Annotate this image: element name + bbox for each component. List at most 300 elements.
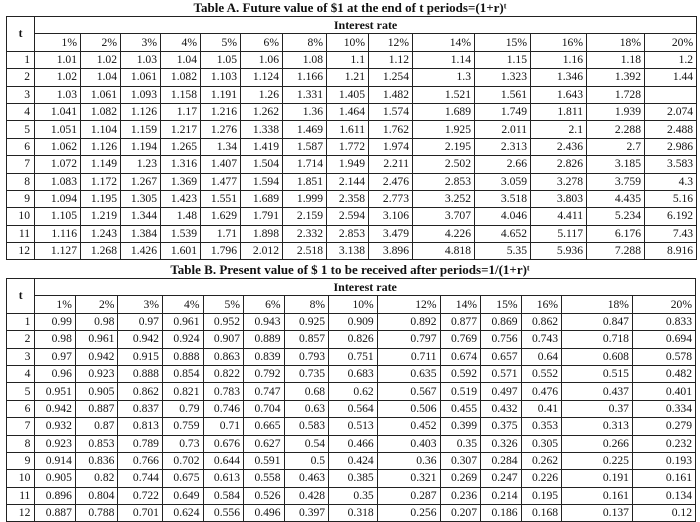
value-cell: 0.401 <box>632 383 695 400</box>
period-cell: 5 <box>7 121 35 138</box>
value-cell: 0.905 <box>35 470 76 487</box>
value-cell: 0.747 <box>244 383 285 400</box>
value-cell: 6.176 <box>587 225 645 242</box>
value-cell: 0.375 <box>481 418 522 435</box>
t-header: t <box>7 279 35 314</box>
future-value-table <box>6 16 697 260</box>
value-cell: 0.41 <box>521 400 562 417</box>
value-cell: 1.36 <box>283 103 327 120</box>
value-cell: 0.424 <box>329 452 378 469</box>
value-cell: 0.657 <box>481 348 522 365</box>
table-row <box>7 313 696 330</box>
table-row <box>7 51 697 68</box>
period-cell: 3 <box>7 348 35 365</box>
value-cell: 0.62 <box>329 383 378 400</box>
period-cell: 3 <box>7 86 35 103</box>
rate-header-cell: 1% <box>35 34 81 51</box>
value-cell: 0.909 <box>329 313 378 330</box>
value-cell: 0.305 <box>521 435 562 452</box>
value-cell: 0.463 <box>284 470 329 487</box>
value-cell: 0.702 <box>162 452 203 469</box>
value-cell: 1.18 <box>587 51 645 68</box>
value-cell: 0.923 <box>35 435 76 452</box>
value-cell: 0.862 <box>118 383 163 400</box>
value-cell: 0.943 <box>244 313 285 330</box>
rate-header-cell: 12% <box>377 296 440 313</box>
value-cell: 0.924 <box>162 331 203 348</box>
value-cell: 1.21 <box>327 69 369 86</box>
value-cell: 3.759 <box>587 173 645 190</box>
table-row <box>7 487 696 504</box>
period-cell: 8 <box>7 173 35 190</box>
rate-header-cell: 2% <box>75 296 118 313</box>
period-cell: 7 <box>7 418 35 435</box>
value-cell: 4.226 <box>413 225 475 242</box>
value-cell: 0.556 <box>203 505 244 522</box>
value-cell: 0.98 <box>75 313 118 330</box>
value-cell: 1.594 <box>241 173 283 190</box>
value-cell: 1.03 <box>35 86 81 103</box>
value-cell: 1.477 <box>201 173 241 190</box>
value-cell: 8.916 <box>645 243 697 260</box>
value-cell: 0.519 <box>440 383 481 400</box>
value-cell: 0.951 <box>35 383 76 400</box>
value-cell: 0.888 <box>162 348 203 365</box>
value-cell: 1.126 <box>81 138 121 155</box>
value-cell: 0.915 <box>118 348 163 365</box>
value-cell: 2.074 <box>645 103 697 120</box>
value-cell: 2.826 <box>531 156 587 173</box>
value-cell: 1.082 <box>161 69 201 86</box>
value-cell: 1.276 <box>201 121 241 138</box>
t-header: t <box>7 17 35 52</box>
value-cell: 0.98 <box>35 331 76 348</box>
value-cell: 3.185 <box>587 156 645 173</box>
rate-header-cell: 20% <box>645 34 697 51</box>
rate-header-row <box>7 296 696 313</box>
value-cell: 1.166 <box>283 69 327 86</box>
value-cell: 3.518 <box>475 190 531 207</box>
period-cell: 11 <box>7 225 35 242</box>
value-cell: 4.046 <box>475 208 531 225</box>
table-row <box>7 470 696 487</box>
value-cell: 0.82 <box>75 470 118 487</box>
value-cell: 2.332 <box>283 225 327 242</box>
value-cell: 0.12 <box>632 505 695 522</box>
value-cell: 5.936 <box>531 243 587 260</box>
value-cell: 0.813 <box>118 418 163 435</box>
value-cell: 2.7 <box>587 138 645 155</box>
value-cell: 0.624 <box>162 505 203 522</box>
value-cell: 3.803 <box>531 190 587 207</box>
value-cell: 0.287 <box>377 487 440 504</box>
value-cell: 0.437 <box>562 383 633 400</box>
table-row <box>7 243 697 260</box>
value-cell <box>645 86 697 103</box>
value-cell: 0.195 <box>521 487 562 504</box>
table-b-title: Table B. Present value of $ 1 to be received after periods=1/(1+r)ᵗ <box>170 262 530 277</box>
value-cell: 2.594 <box>327 208 369 225</box>
value-cell: 0.35 <box>440 435 481 452</box>
value-cell: 0.99 <box>35 313 76 330</box>
value-cell: 0.644 <box>203 452 244 469</box>
table-row <box>7 435 696 452</box>
value-cell: 0.854 <box>162 365 203 382</box>
value-cell: 0.744 <box>118 470 163 487</box>
value-cell: 0.591 <box>244 452 285 469</box>
value-cell: 1.103 <box>201 69 241 86</box>
value-cell: 0.743 <box>521 331 562 348</box>
value-cell: 0.526 <box>244 487 285 504</box>
value-cell: 0.857 <box>284 331 329 348</box>
value-cell: 0.482 <box>632 365 695 382</box>
value-cell: 0.608 <box>562 348 633 365</box>
value-cell: 2.518 <box>283 243 327 260</box>
value-cell: 1.338 <box>241 121 283 138</box>
value-cell: 0.792 <box>244 365 285 382</box>
interest-rate-header: Interest rate <box>35 279 696 296</box>
value-cell: 1.791 <box>241 208 283 225</box>
value-cell: 1.082 <box>81 103 121 120</box>
value-cell: 0.266 <box>562 435 633 452</box>
rate-header-cell: 10% <box>327 34 369 51</box>
rate-header-cell: 15% <box>475 34 531 51</box>
table-row <box>7 173 697 190</box>
value-cell: 1.629 <box>201 208 241 225</box>
value-cell: 0.232 <box>632 435 695 452</box>
value-cell: 6.192 <box>645 208 697 225</box>
value-cell: 1.159 <box>121 121 161 138</box>
value-cell: 0.869 <box>481 313 522 330</box>
value-cell: 2.986 <box>645 138 697 155</box>
value-cell: 1.34 <box>201 138 241 155</box>
value-cell: 1.062 <box>35 138 81 155</box>
value-cell: 1.949 <box>327 156 369 173</box>
value-cell: 0.318 <box>329 505 378 522</box>
value-cell: 0.552 <box>521 365 562 382</box>
value-cell: 5.117 <box>531 225 587 242</box>
value-cell: 0.952 <box>203 313 244 330</box>
value-cell: 0.168 <box>521 505 562 522</box>
table-row <box>7 383 696 400</box>
value-cell: 1.974 <box>369 138 413 155</box>
period-cell: 11 <box>7 487 35 504</box>
rate-header-cell: 3% <box>118 296 163 313</box>
value-cell: 0.649 <box>162 487 203 504</box>
period-cell: 10 <box>7 208 35 225</box>
table-row <box>7 69 697 86</box>
table-row <box>7 121 697 138</box>
value-cell: 1.02 <box>81 51 121 68</box>
value-cell: 0.353 <box>521 418 562 435</box>
value-cell: 1.127 <box>35 243 81 260</box>
value-cell: 0.571 <box>481 365 522 382</box>
value-cell: 1.305 <box>121 190 161 207</box>
rate-header-cell: 20% <box>632 296 695 313</box>
period-cell: 9 <box>7 190 35 207</box>
value-cell: 0.397 <box>284 505 329 522</box>
rate-header-cell: 8% <box>284 296 329 313</box>
value-cell: 3.252 <box>413 190 475 207</box>
value-cell: 1.407 <box>201 156 241 173</box>
value-cell: 1.14 <box>413 51 475 68</box>
value-cell: 0.833 <box>632 313 695 330</box>
value-cell: 0.942 <box>35 400 76 417</box>
value-cell: 1.172 <box>81 173 121 190</box>
value-cell: 0.236 <box>440 487 481 504</box>
value-cell: 1.898 <box>241 225 283 242</box>
value-cell: 1.116 <box>35 225 81 242</box>
value-cell: 2.502 <box>413 156 475 173</box>
value-cell: 1.521 <box>413 86 475 103</box>
value-cell: 0.942 <box>118 331 163 348</box>
value-cell: 0.307 <box>440 452 481 469</box>
value-cell: 1.262 <box>241 103 283 120</box>
value-cell: 0.193 <box>632 452 695 469</box>
value-cell: 4.435 <box>587 190 645 207</box>
value-cell: 2.436 <box>531 138 587 155</box>
value-cell: 0.515 <box>562 365 633 382</box>
value-cell: 1.12 <box>369 51 413 68</box>
rate-header-cell: 6% <box>241 34 283 51</box>
value-cell: 2.012 <box>241 243 283 260</box>
value-cell: 0.207 <box>440 505 481 522</box>
value-cell: 0.247 <box>481 470 522 487</box>
rate-header-cell: 8% <box>283 34 327 51</box>
value-cell: 0.711 <box>377 348 440 365</box>
value-cell: 0.214 <box>481 487 522 504</box>
value-cell: 1.1 <box>327 51 369 68</box>
value-cell: 0.564 <box>329 400 378 417</box>
value-cell: 0.769 <box>440 331 481 348</box>
rate-header-cell: 18% <box>562 296 633 313</box>
value-cell: 0.847 <box>562 313 633 330</box>
value-cell: 0.887 <box>75 400 118 417</box>
value-cell: 1.316 <box>161 156 201 173</box>
value-cell: 0.313 <box>562 418 633 435</box>
value-cell: 1.158 <box>161 86 201 103</box>
period-cell: 1 <box>7 51 35 68</box>
value-cell: 0.452 <box>377 418 440 435</box>
value-cell: 0.889 <box>244 331 285 348</box>
value-cell: 1.999 <box>283 190 327 207</box>
present-value-table <box>6 278 696 522</box>
value-cell: 0.403 <box>377 435 440 452</box>
value-cell: 0.826 <box>329 331 378 348</box>
value-cell: 0.137 <box>562 505 633 522</box>
value-cell: 0.36 <box>377 452 440 469</box>
value-cell: 0.321 <box>377 470 440 487</box>
rate-header-cell: 15% <box>481 296 522 313</box>
value-cell: 1.15 <box>475 51 531 68</box>
value-cell: 1.126 <box>121 103 161 120</box>
value-cell: 1.323 <box>475 69 531 86</box>
rate-header-cell: 10% <box>329 296 378 313</box>
value-cell: 0.735 <box>284 365 329 382</box>
value-cell: 1.191 <box>201 86 241 103</box>
value-cell: 2.211 <box>369 156 413 173</box>
table-row <box>7 418 696 435</box>
rate-header-cell: 14% <box>440 296 481 313</box>
value-cell: 0.942 <box>75 348 118 365</box>
value-cell: 0.694 <box>632 331 695 348</box>
value-cell: 1.16 <box>531 51 587 68</box>
rate-header-row <box>7 34 697 51</box>
table-row <box>7 331 696 348</box>
period-cell: 10 <box>7 470 35 487</box>
value-cell: 1.2 <box>645 51 697 68</box>
value-cell: 0.718 <box>562 331 633 348</box>
value-cell: 1.105 <box>35 208 81 225</box>
rate-header-cell: 1% <box>35 296 76 313</box>
value-cell: 2.159 <box>283 208 327 225</box>
value-cell: 1.3 <box>413 69 475 86</box>
value-cell: 0.399 <box>440 418 481 435</box>
rate-header-cell: 16% <box>531 34 587 51</box>
value-cell: 0.63 <box>284 400 329 417</box>
value-cell: 4.411 <box>531 208 587 225</box>
value-cell: 1.423 <box>161 190 201 207</box>
rate-header-cell: 4% <box>162 296 203 313</box>
value-cell: 1.561 <box>475 86 531 103</box>
value-cell: 0.37 <box>562 400 633 417</box>
value-cell: 1.426 <box>121 243 161 260</box>
table-row <box>7 208 697 225</box>
table-row <box>7 365 696 382</box>
value-cell: 4.652 <box>475 225 531 242</box>
value-cell: 1.072 <box>35 156 81 173</box>
value-cell: 0.853 <box>75 435 118 452</box>
value-cell: 0.497 <box>481 383 522 400</box>
value-cell: 0.961 <box>75 331 118 348</box>
value-cell: 0.54 <box>284 435 329 452</box>
rate-header-cell: 2% <box>81 34 121 51</box>
period-cell: 4 <box>7 103 35 120</box>
value-cell: 0.79 <box>162 400 203 417</box>
value-cell: 1.689 <box>413 103 475 120</box>
value-cell: 0.326 <box>481 435 522 452</box>
value-cell: 2.313 <box>475 138 531 155</box>
value-cell: 1.217 <box>161 121 201 138</box>
value-cell: 1.01 <box>35 51 81 68</box>
value-cell: 1.04 <box>81 69 121 86</box>
value-cell: 1.344 <box>121 208 161 225</box>
value-cell: 3.707 <box>413 208 475 225</box>
value-cell: 0.905 <box>75 383 118 400</box>
value-cell: 1.243 <box>81 225 121 242</box>
value-cell: 1.06 <box>241 51 283 68</box>
value-cell: 1.587 <box>283 138 327 155</box>
value-cell: 0.578 <box>632 348 695 365</box>
value-cell: 2.288 <box>587 121 645 138</box>
value-cell: 0.839 <box>244 348 285 365</box>
value-cell: 1.384 <box>121 225 161 242</box>
value-cell: 0.385 <box>329 470 378 487</box>
value-cell: 0.793 <box>284 348 329 365</box>
value-cell: 0.97 <box>35 348 76 365</box>
value-cell: 1.714 <box>283 156 327 173</box>
rate-header-cell: 16% <box>521 296 562 313</box>
value-cell: 0.506 <box>377 400 440 417</box>
period-cell: 2 <box>7 331 35 348</box>
value-cell: 5.35 <box>475 243 531 260</box>
value-cell: 0.466 <box>329 435 378 452</box>
value-cell: 0.191 <box>562 470 633 487</box>
value-cell: 1.26 <box>241 86 283 103</box>
rate-header-cell: 3% <box>121 34 161 51</box>
value-cell: 0.161 <box>562 487 633 504</box>
value-cell: 3.106 <box>369 208 413 225</box>
value-cell: 1.939 <box>587 103 645 120</box>
period-cell: 7 <box>7 156 35 173</box>
period-cell: 6 <box>7 400 35 417</box>
value-cell: 0.226 <box>521 470 562 487</box>
period-cell: 12 <box>7 505 35 522</box>
rate-header-cell: 5% <box>203 296 244 313</box>
rate-header-cell: 4% <box>161 34 201 51</box>
value-cell: 0.134 <box>632 487 695 504</box>
value-cell: 1.051 <box>35 121 81 138</box>
period-cell: 2 <box>7 69 35 86</box>
value-cell: 1.05 <box>201 51 241 68</box>
value-cell: 0.68 <box>284 383 329 400</box>
value-cell: 0.804 <box>75 487 118 504</box>
value-cell: 1.504 <box>241 156 283 173</box>
table-row <box>7 348 696 365</box>
value-cell: 3.583 <box>645 156 697 173</box>
value-cell: 1.331 <box>283 86 327 103</box>
value-cell: 0.567 <box>377 383 440 400</box>
value-cell: 0.751 <box>329 348 378 365</box>
value-cell: 1.194 <box>121 138 161 155</box>
value-cell: 0.279 <box>632 418 695 435</box>
value-cell: 1.689 <box>241 190 283 207</box>
value-cell: 0.683 <box>329 365 378 382</box>
value-cell: 0.888 <box>118 365 163 382</box>
value-cell: 0.592 <box>440 365 481 382</box>
value-cell: 7.43 <box>645 225 697 242</box>
value-cell: 0.635 <box>377 365 440 382</box>
value-cell: 1.369 <box>161 173 201 190</box>
value-cell: 0.583 <box>284 418 329 435</box>
value-cell: 1.04 <box>161 51 201 68</box>
value-cell: 0.613 <box>203 470 244 487</box>
value-cell: 0.877 <box>440 313 481 330</box>
value-cell: 0.269 <box>440 470 481 487</box>
table-a-title: Table A. Future value of $1 at the end of t periods=(1+r)ᵗ <box>193 0 507 15</box>
value-cell: 1.149 <box>81 156 121 173</box>
value-cell: 0.788 <box>75 505 118 522</box>
period-cell: 9 <box>7 452 35 469</box>
value-cell: 0.87 <box>75 418 118 435</box>
value-cell: 1.061 <box>121 69 161 86</box>
value-cell: 1.268 <box>81 243 121 260</box>
value-cell: 1.44 <box>645 69 697 86</box>
value-cell: 0.186 <box>481 505 522 522</box>
value-cell: 2.011 <box>475 121 531 138</box>
value-cell: 0.722 <box>118 487 163 504</box>
value-cell: 4.818 <box>413 243 475 260</box>
value-cell: 0.923 <box>75 365 118 382</box>
value-cell: 2.773 <box>369 190 413 207</box>
period-cell: 4 <box>7 365 35 382</box>
value-cell: 0.746 <box>203 400 244 417</box>
value-cell: 0.837 <box>118 400 163 417</box>
value-cell: 1.796 <box>201 243 241 260</box>
value-cell: 0.701 <box>118 505 163 522</box>
value-cell: 2.488 <box>645 121 697 138</box>
value-cell: 2.476 <box>369 173 413 190</box>
